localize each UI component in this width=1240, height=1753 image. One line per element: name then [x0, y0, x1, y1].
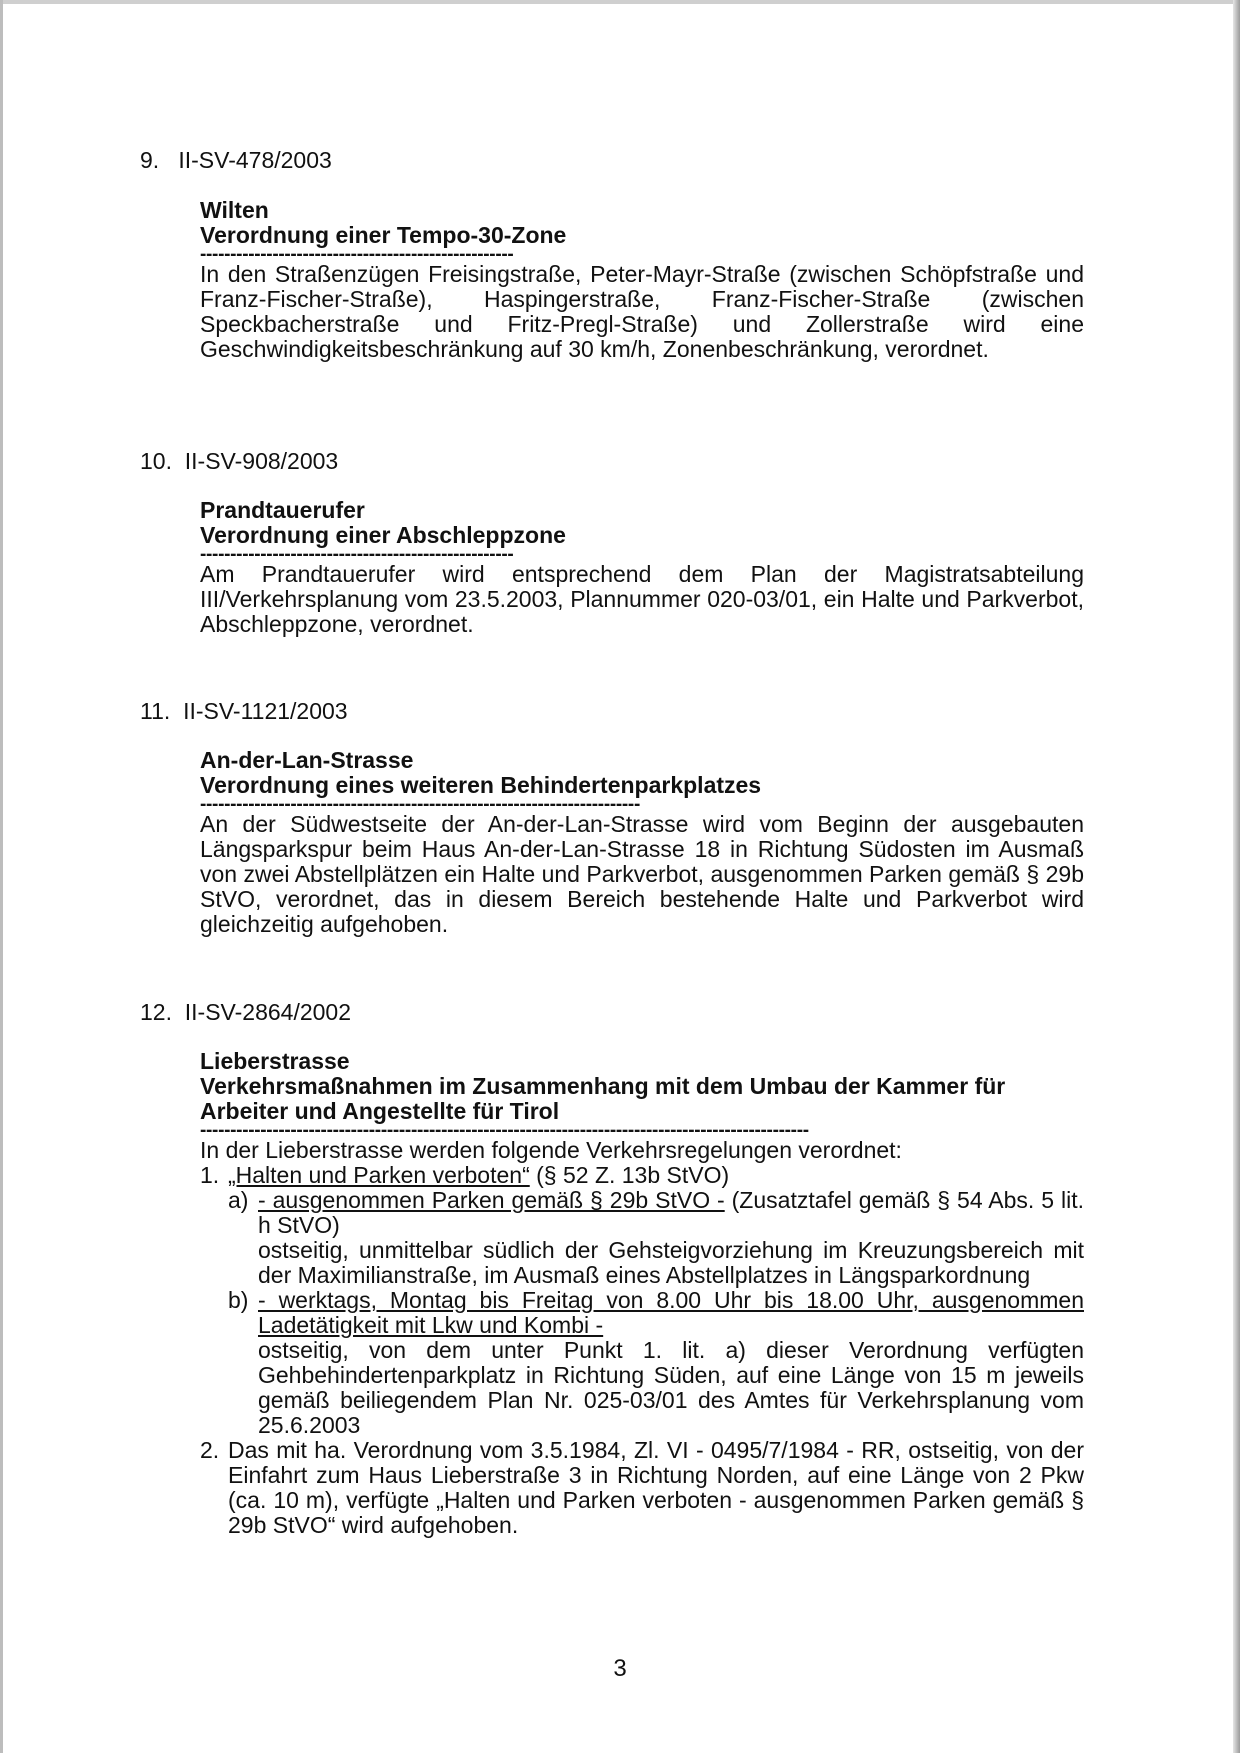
item-title: Verordnung eines weiteren Behindertenparkplatzes: [200, 772, 762, 798]
item-intro: In der Lieberstrasse werden folgende Verkehrsregelungen verordnet:: [200, 1137, 902, 1163]
rule-2: [200, 1438, 1084, 1538]
item-code: II-SV-478/2003: [178, 147, 332, 173]
item-9-heading: [140, 148, 332, 173]
rule-sign-text: „Halten und Parken verboten“: [228, 1162, 530, 1188]
sub-item-b: [228, 1288, 1084, 1438]
rule-1: [200, 1163, 1084, 1438]
sub-label: a): [228, 1187, 249, 1213]
item-title: Verordnung einer Tempo-30-Zone: [200, 222, 567, 248]
sub-text: ostseitig, von dem unter Punkt 1. lit. a) dieser Verordnung verfügten Gehbehindertenparkplatz in Richtung Süden, auf eine Länge von 15 m jeweils gemäß beiliegendem Plan Nr. 025-03/01 des Amtes für Verkehrsplanung vom 25.6.2003: [258, 1337, 1084, 1438]
item-11-block: [200, 748, 1084, 937]
rule-number: 1.: [200, 1162, 220, 1188]
scan-edge-left: [0, 0, 3, 1753]
sub-reference: (Zusatztafel gemäß § 54 Abs. 5 lit. h StVO): [258, 1187, 1084, 1238]
rule-number: 2.: [200, 1437, 220, 1463]
item-11-heading: [140, 699, 348, 724]
item-title: Verordnung einer Abschleppzone: [200, 522, 566, 548]
sub-body: [258, 1288, 1084, 1438]
rule-body: Das mit ha. Verordnung vom 3.5.1984, Zl. VI - 0495/7/1984 - RR, ostseitig, von der Einfahrt zum Haus Lieberstraße 3 in Richtung Norden, auf eine Länge von 2 Pkw (ca. 10 m), verfügte „Halten und Parken verboten - ausgenommen Parken gemäß § 29b StVO“ wird aufgehoben.: [228, 1437, 1084, 1538]
scan-edge-top: [0, 0, 1240, 4]
item-12-heading: [140, 1000, 351, 1025]
separator-line: -----------------------------------------------------------------------------------------------------: [200, 1124, 809, 1138]
item-number: 11.: [140, 698, 171, 724]
item-10-block: [200, 498, 1084, 637]
item-9-block: [200, 198, 1084, 362]
item-location: Lieberstrasse: [200, 1048, 350, 1074]
sub-text: ostseitig, unmittelbar südlich der Gehsteigvorziehung im Kreuzungsbereich mit der Maximilianstraße, im Ausmaß eines Abstellplatzes in Längsparkordnung: [258, 1237, 1084, 1288]
item-code: II-SV-908/2003: [184, 448, 339, 474]
item-location: An-der-Lan-Strasse: [200, 747, 414, 773]
item-12-block: [200, 1049, 1084, 1538]
sub-sign-text: - werktags, Montag bis Freitag von 8.00 Uhr bis 18.00 Uhr, ausgenommen Ladetätigkeit mit Lkw und Kombi -: [258, 1287, 1084, 1338]
item-text: An der Südwestseite der An-der-Lan-Strasse wird vom Beginn der ausgebauten Längsparkspur beim Haus An-der-Lan-Strasse 18 in Richtung Südosten im Ausmaß von zwei Abstellplätzen ein Halte und Parkverbot, ausgenommen Parken gemäß § 29b StVO, verordnet, das in diesem Bereich bestehende Halte und Parkverbot wird gleichzeitig aufgehoben.: [200, 811, 1084, 937]
item-text: Am Prandtauerufer wird entsprechend dem Plan der Magistratsabteilung III/Verkehrsplanung vom 23.5.2003, Plannummer 020-03/01, ein Halte und Parkverbot, Abschleppzone, verordnet.: [200, 561, 1084, 637]
item-number: 9.: [140, 147, 160, 173]
separator-line: ----------------------------------------------------: [200, 248, 514, 262]
sub-sign-text: - ausgenommen Parken gemäß § 29b StVO -: [258, 1187, 725, 1213]
separator-line: -------------------------------------------------------------------------: [200, 798, 640, 812]
sub-body: [258, 1188, 1084, 1288]
sub-item-a: [228, 1188, 1084, 1288]
scan-edge-right: [1233, 0, 1240, 1753]
item-number: 12.: [140, 999, 172, 1025]
item-code: II-SV-1121/2003: [183, 698, 348, 724]
item-text: In den Straßenzügen Freisingstraße, Peter-Mayr-Straße (zwischen Schöpfstraße und Franz-Fischer-Straße), Haspingerstraße, Franz-Fischer-Straße (zwischen Speckbacherstraße und Fritz-Pregl-Straße) und Zollerstraße wird eine Geschwindigkeitsbeschränkung auf 30 km/h, Zonenbeschränkung, verordnet.: [200, 261, 1084, 362]
sub-label: b): [228, 1287, 249, 1313]
item-10-heading: [140, 449, 338, 474]
item-code: II-SV-2864/2002: [184, 999, 351, 1025]
item-location: Prandtauerufer: [200, 497, 365, 523]
separator-line: ----------------------------------------------------: [200, 548, 514, 562]
item-location: Wilten: [200, 197, 269, 223]
item-number: 10.: [140, 448, 172, 474]
page-number: 3: [613, 1655, 627, 1682]
rule-reference: (§ 52 Z. 13b StVO): [529, 1162, 730, 1188]
rule-body: [228, 1163, 1084, 1188]
item-title: Verkehrsmaßnahmen im Zusammenhang mit dem Umbau der Kammer für Arbeiter und Angestellte für Tirol: [200, 1073, 1006, 1124]
